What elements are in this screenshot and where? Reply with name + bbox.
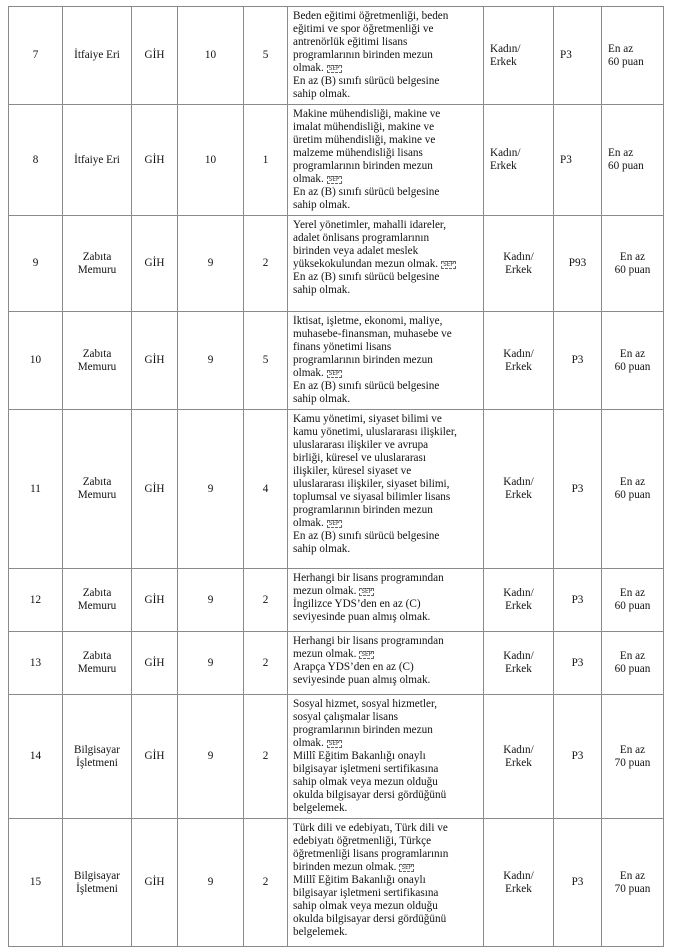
requirement-line (293, 219, 479, 232)
separator-glyph-icon: SEP (328, 370, 340, 377)
gender-cell-line: Kadın/ (503, 250, 534, 263)
min-score-line: 60 puan (608, 160, 644, 172)
requirement-line (293, 504, 479, 517)
requirement-line (293, 926, 479, 939)
position-title-line: Memuru (77, 360, 117, 373)
score-type: P3 (554, 569, 602, 632)
requirement-text: seviyesinde puan almış olmak. (293, 674, 431, 686)
quota-value: 5 (244, 312, 288, 410)
table-row (9, 105, 664, 216)
requirement-line (293, 491, 479, 504)
requirement-text: olmak. (293, 62, 324, 74)
requirement-text: üretim mühendisliği, makine ve (293, 134, 436, 146)
requirement-text: eğitimi ve spor öğretmenliği ve (293, 23, 434, 35)
requirement-line (293, 186, 479, 199)
requirement-line (293, 199, 479, 212)
position-title-line: Memuru (77, 600, 117, 612)
requirement-text: En az (B) sınıfı sürücü belgesine (293, 271, 440, 283)
requirement-line (293, 674, 479, 687)
requirement-line (293, 354, 479, 367)
requirement-line (293, 698, 479, 711)
min-score-line: 60 puan (614, 360, 651, 373)
requirement-line (293, 367, 479, 380)
position-title (63, 312, 132, 410)
separator-glyph-icon: SEP (443, 261, 454, 268)
gender-cell-line: Kadın/ (503, 476, 534, 488)
requirements-cell (288, 105, 484, 216)
gender-cell (484, 7, 554, 105)
position-title (63, 569, 132, 632)
requirement-text: malzeme mühendisliği lisans (293, 147, 423, 159)
requirement-text: En az (B) sınıfı sürücü belgesine (293, 75, 440, 87)
requirement-line (293, 900, 479, 913)
requirement-text: olmak. (293, 173, 324, 185)
requirement-line (293, 635, 479, 648)
requirement-line (293, 49, 479, 62)
grade-value: 9 (178, 632, 244, 695)
min-score-line: 70 puan (614, 756, 651, 769)
requirement-line (293, 75, 479, 88)
requirement-line (293, 245, 479, 258)
gender-cell (484, 312, 554, 410)
class-code: GİH (132, 819, 178, 947)
class-code: GİH (132, 695, 178, 819)
grade-value: 9 (178, 216, 244, 312)
requirement-line (293, 724, 479, 737)
min-score-line: En az (608, 42, 634, 55)
requirement-line (293, 874, 479, 887)
requirement-text: sahip olmak. (293, 199, 351, 211)
requirement-text: olmak. (293, 367, 324, 379)
min-score (602, 7, 664, 105)
requirement-line (293, 648, 479, 661)
requirement-text: birliği, küresel ve uluslararası (293, 452, 426, 464)
table-row (9, 819, 664, 947)
min-score-line: 70 puan (614, 882, 651, 895)
requirement-text: sahip olmak. (293, 284, 351, 296)
position-title-line: Zabıta (82, 347, 112, 360)
grade-value: 9 (178, 312, 244, 410)
requirement-line (293, 530, 479, 543)
separator-glyph-icon: SEP (361, 588, 373, 595)
requirement-text: mezun olmak. (293, 648, 357, 660)
requirements-cell (288, 569, 484, 632)
gender-cell (484, 410, 554, 569)
requirement-text: bilgisayar işletmeni sertifikasına (293, 763, 439, 775)
gender-cell-line: Kadın/ (503, 347, 534, 360)
table-row (9, 312, 664, 410)
requirement-line (293, 147, 479, 160)
position-title-line: İşletmeni (76, 756, 118, 769)
requirement-text: kamu yönetimi, uluslararası ilişkiler, (293, 426, 457, 438)
position-title-line: Bilgisayar (74, 743, 120, 756)
gender-cell-line: Erkek (505, 600, 532, 612)
score-type: P3 (554, 819, 602, 947)
requirements-cell (288, 216, 484, 312)
requirement-text: mezun olmak. (293, 585, 357, 597)
grade-value: 9 (178, 410, 244, 569)
requirement-line (293, 452, 479, 465)
position-title (63, 410, 132, 569)
position-title-line: İşletmeni (76, 882, 118, 895)
requirement-text: uluslararası ilişkiler, siyaset bilimi, (293, 478, 450, 490)
requirements-text (293, 413, 479, 556)
requirement-text: imalat mühendisliği, makine ve (293, 121, 435, 133)
position-title-line: Bilgisayar (74, 869, 120, 882)
gender-cell-line: Erkek (505, 663, 532, 675)
position-title-line: Zabıta (82, 250, 112, 263)
score-type: P3 (554, 695, 602, 819)
gender-cell-line: Kadın/ (503, 587, 534, 599)
requirement-text: edebiyatı öğretmenliği, Türkçe (293, 835, 432, 847)
table-row (9, 410, 664, 569)
requirement-text: sahip olmak veya mezun olduğu (293, 776, 438, 788)
requirement-text: toplumsal ve siyasal bilimler lisans (293, 491, 451, 503)
requirement-line (293, 802, 479, 815)
requirement-line (293, 598, 479, 611)
grade-value: 9 (178, 695, 244, 819)
requirement-text: programlarının birinden mezun (293, 724, 433, 736)
requirement-text: muhasebe-finansman, muhasebe ve (293, 328, 452, 340)
requirement-text: En az (B) sınıfı sürücü belgesine (293, 380, 440, 392)
row-number: 13 (9, 632, 63, 695)
requirement-line (293, 913, 479, 926)
row-number: 8 (9, 105, 63, 216)
min-score-line: En az (619, 650, 646, 662)
requirement-text: Beden eğitimi öğretmenliği, beden (293, 10, 449, 22)
requirement-line (293, 393, 479, 406)
requirements-text (293, 108, 479, 213)
grade-value: 9 (178, 569, 244, 632)
position-title-line: Memuru (77, 489, 117, 501)
requirement-text: programlarının birinden mezun (293, 504, 433, 516)
requirement-line (293, 835, 479, 848)
requirement-text: belgelemek. (293, 802, 348, 814)
requirement-line (293, 478, 479, 491)
requirement-line (293, 887, 479, 900)
min-score (602, 569, 664, 632)
score-type: P3 (554, 632, 602, 695)
position-title-line: Zabıta (82, 476, 112, 488)
table-row (9, 216, 664, 312)
requirement-text: belgelemek. (293, 926, 348, 938)
position-title-line: İtfaiye Eri (74, 49, 120, 61)
requirement-text: Herhangi bir lisans programından (293, 635, 444, 647)
requirement-line (293, 108, 479, 121)
positions-table (8, 6, 664, 947)
requirement-text: Makine mühendisliği, makine ve (293, 108, 441, 120)
separator-glyph-icon: SEP (328, 65, 340, 72)
gender-cell-line: Kadın/ (490, 42, 521, 55)
requirement-text: olmak. (293, 737, 324, 749)
requirements-text (293, 572, 479, 624)
requirements-text (293, 10, 479, 104)
requirement-line (293, 62, 479, 75)
min-score-line: 60 puan (614, 489, 651, 501)
min-score-line: En az (619, 476, 646, 488)
requirement-line (293, 585, 479, 598)
table-row (9, 695, 664, 819)
requirements-text (293, 219, 479, 297)
quota-value: 4 (244, 410, 288, 569)
quota-value: 1 (244, 105, 288, 216)
requirement-line (293, 23, 479, 36)
position-title (63, 819, 132, 947)
requirement-line (293, 737, 479, 750)
requirements-text (293, 822, 479, 939)
requirement-line (293, 572, 479, 585)
requirement-line (293, 121, 479, 134)
class-code: GİH (132, 312, 178, 410)
gender-cell-line: Erkek (490, 55, 517, 68)
requirement-text: birinden veya adalet meslek (293, 245, 419, 257)
quota-value: 2 (244, 216, 288, 312)
position-title (63, 695, 132, 819)
requirements-cell (288, 7, 484, 105)
position-title (63, 632, 132, 695)
requirement-line (293, 426, 479, 439)
requirements-cell (288, 819, 484, 947)
requirement-text: Arapça YDS’den en az (C) (293, 661, 414, 673)
min-score (602, 695, 664, 819)
requirement-line (293, 380, 479, 393)
min-score-line: En az (619, 869, 646, 882)
requirement-line (293, 611, 479, 624)
requirement-line (293, 315, 479, 328)
gender-cell-line: Erkek (505, 882, 532, 895)
row-number: 10 (9, 312, 63, 410)
separator-glyph-icon: SEP (401, 864, 413, 871)
position-title-line: Zabıta (82, 650, 112, 662)
gender-cell-line: Kadın/ (503, 650, 534, 662)
requirement-line (293, 763, 479, 776)
separator-glyph-icon: SEP (328, 740, 340, 747)
gender-cell-line: Erkek (505, 756, 532, 769)
requirement-line (293, 341, 479, 354)
min-score-line: 60 puan (614, 263, 651, 276)
gender-cell (484, 105, 554, 216)
table-row (9, 632, 664, 695)
requirement-line (293, 134, 479, 147)
requirement-text: sahip olmak veya mezun olduğu (293, 900, 438, 912)
separator-glyph-icon: SEP (361, 651, 373, 658)
class-code: GİH (132, 216, 178, 312)
requirement-line (293, 750, 479, 763)
gender-cell (484, 819, 554, 947)
position-title-line: Memuru (77, 263, 117, 276)
min-score (602, 632, 664, 695)
gender-cell (484, 695, 554, 819)
gender-cell-line: Erkek (505, 263, 532, 276)
quota-value: 2 (244, 695, 288, 819)
gender-cell-line: Erkek (490, 160, 517, 172)
score-type: P3 (554, 410, 602, 569)
requirement-text: okulda bilgisayar dersi gördüğünü (293, 913, 447, 925)
separator-glyph-icon: SEP (328, 520, 340, 527)
min-score-line: En az (619, 743, 646, 756)
position-title (63, 216, 132, 312)
gender-cell-line: Kadın/ (503, 869, 534, 882)
requirement-text: İktisat, işletme, ekonomi, maliye, (293, 315, 443, 327)
position-title-line: Zabıta (82, 587, 112, 599)
requirement-line (293, 173, 479, 186)
requirement-text: programlarının birinden mezun (293, 49, 433, 61)
score-type: P3 (554, 105, 602, 216)
requirement-text: bilgisayar işletmeni sertifikasına (293, 887, 439, 899)
requirement-text: Herhangi bir lisans programından (293, 572, 444, 584)
score-type: P3 (554, 7, 602, 105)
requirements-text (293, 635, 479, 687)
quota-value: 2 (244, 632, 288, 695)
row-number: 15 (9, 819, 63, 947)
requirement-line (293, 861, 479, 874)
requirements-text (293, 698, 479, 815)
requirement-line (293, 439, 479, 452)
grade-value: 10 (178, 105, 244, 216)
requirement-line (293, 822, 479, 835)
requirement-line (293, 465, 479, 478)
requirements-cell (288, 632, 484, 695)
requirement-text: Kamu yönetimi, siyaset bilimi ve (293, 413, 442, 425)
requirement-text: sahip olmak. (293, 543, 351, 555)
requirements-cell (288, 410, 484, 569)
gender-cell-line: Erkek (505, 360, 532, 373)
requirement-text: sahip olmak. (293, 88, 351, 100)
min-score (602, 410, 664, 569)
requirement-text: Sosyal hizmet, sosyal hizmetler, (293, 698, 438, 710)
separator-glyph-icon: SEP (328, 176, 340, 183)
class-code: GİH (132, 105, 178, 216)
class-code: GİH (132, 632, 178, 695)
position-title-line: Memuru (77, 663, 117, 675)
requirement-line (293, 711, 479, 724)
requirement-line (293, 160, 479, 173)
requirement-text: İngilizce YDS’den en az (C) (293, 598, 421, 610)
requirement-text: okulda bilgisayar dersi gördüğünü (293, 789, 447, 801)
requirement-text: Millî Eğitim Bakanlığı onaylı (293, 874, 426, 886)
requirement-line (293, 271, 479, 284)
class-code: GİH (132, 569, 178, 632)
requirement-text: öğretmenliği lisans programlarının (293, 848, 449, 860)
gender-cell (484, 632, 554, 695)
min-score (602, 819, 664, 947)
requirement-text: yüksekokulundan mezun olmak. (293, 258, 439, 270)
gender-cell-line: Kadın/ (490, 147, 521, 159)
table-row (9, 569, 664, 632)
requirement-line (293, 789, 479, 802)
table-row (9, 7, 664, 105)
min-score-line: En az (619, 587, 646, 599)
score-type: P3 (554, 312, 602, 410)
requirement-text: En az (B) sınıfı sürücü belgesine (293, 186, 440, 198)
min-score (602, 105, 664, 216)
requirement-text: uluslararası ilişkiler ve avrupa (293, 439, 429, 451)
requirement-text: ilişkiler, küresel siyaset ve (293, 465, 412, 477)
requirement-line (293, 848, 479, 861)
requirement-line (293, 661, 479, 674)
min-score-line: 60 puan (614, 600, 651, 612)
position-title-line: İtfaiye Eri (74, 153, 120, 166)
requirements-cell (288, 695, 484, 819)
class-code: GİH (132, 7, 178, 105)
requirement-text: sosyal çalışmalar lisans (293, 711, 399, 723)
requirement-line (293, 36, 479, 49)
grade-value: 9 (178, 819, 244, 947)
score-type: P93 (554, 216, 602, 312)
quota-value: 2 (244, 569, 288, 632)
row-number: 14 (9, 695, 63, 819)
position-title (63, 105, 132, 216)
min-score-line: 60 puan (608, 55, 644, 68)
requirement-line (293, 10, 479, 23)
grade-value: 10 (178, 7, 244, 105)
requirement-text: adalet önlisans programlarının (293, 232, 430, 244)
row-number: 11 (9, 410, 63, 569)
gender-cell (484, 569, 554, 632)
requirement-text: programlarının birinden mezun (293, 354, 433, 366)
min-score (602, 312, 664, 410)
quota-value: 5 (244, 7, 288, 105)
gender-cell-line: Kadın/ (503, 743, 534, 756)
gender-cell-line: Erkek (505, 489, 532, 501)
position-title (63, 7, 132, 105)
requirement-line (293, 328, 479, 341)
min-score-line: En az (619, 347, 646, 360)
requirement-line (293, 517, 479, 530)
requirements-cell (288, 312, 484, 410)
min-score-line: 60 puan (614, 663, 651, 675)
gender-cell (484, 216, 554, 312)
requirement-line (293, 543, 479, 556)
requirement-text: olmak. (293, 517, 324, 529)
requirement-text: seviyesinde puan almış olmak. (293, 611, 431, 623)
requirement-text: Türk dili ve edebiyatı, Türk dili ve (293, 822, 448, 834)
min-score (602, 216, 664, 312)
class-code: GİH (132, 410, 178, 569)
requirement-text: antrenörlük eğitimi lisans (293, 36, 408, 48)
requirements-text (293, 315, 479, 409)
requirement-text: En az (B) sınıfı sürücü belgesine (293, 530, 440, 542)
table-body (9, 7, 664, 947)
requirement-line (293, 88, 479, 101)
requirement-line (293, 776, 479, 789)
row-number: 12 (9, 569, 63, 632)
requirement-text: sahip olmak. (293, 393, 351, 405)
row-number: 7 (9, 7, 63, 105)
requirement-line (293, 413, 479, 426)
requirement-line (293, 258, 479, 271)
requirement-text: programlarının birinden mezun (293, 160, 433, 172)
requirement-line (293, 232, 479, 245)
quota-value: 2 (244, 819, 288, 947)
requirement-text: finans yönetimi lisans (293, 341, 392, 353)
min-score-line: En az (619, 250, 646, 263)
requirement-line (293, 284, 479, 297)
min-score-line: En az (608, 147, 634, 159)
requirement-text: Millî Eğitim Bakanlığı onaylı (293, 750, 426, 762)
requirement-text: birinden mezun olmak. (293, 861, 397, 873)
row-number: 9 (9, 216, 63, 312)
requirement-text: Yerel yönetimler, mahalli idareler, (293, 219, 446, 231)
